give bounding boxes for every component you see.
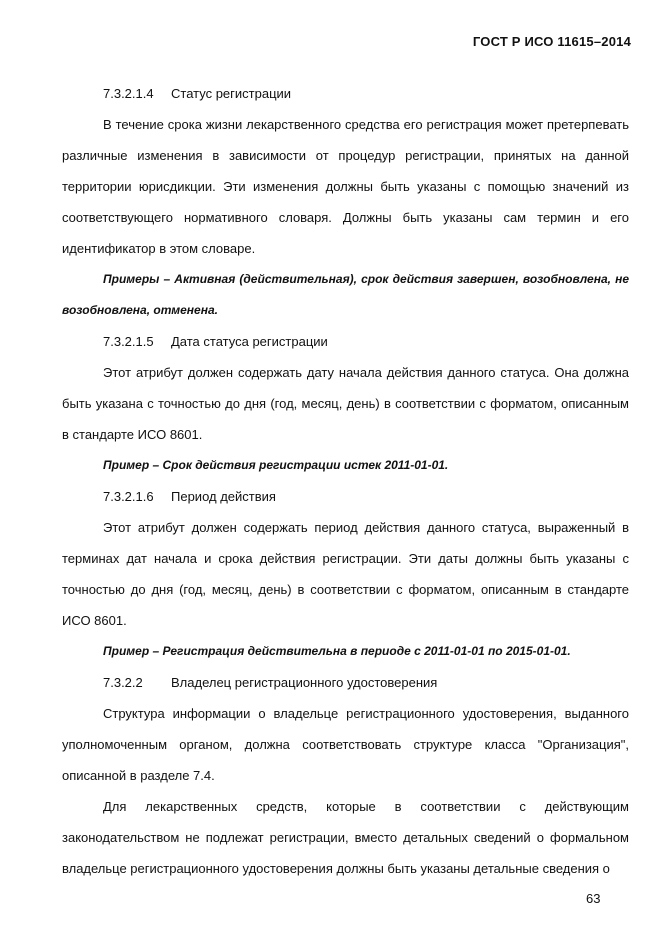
paragraph: Структура информации о владельце регистрационного удостоверения, выданного уполномоченным органом, должна соответствовать структуре класса "Организация", описанной в разделе 7.4. bbox=[62, 706, 629, 783]
section-heading bbox=[62, 326, 629, 357]
example-note: Пример – Срок действия регистрации истек 2011-01-01. bbox=[103, 458, 449, 472]
section-heading bbox=[62, 78, 629, 109]
document-body bbox=[62, 78, 629, 884]
section-number: 7.3.2.1.5 bbox=[103, 334, 154, 349]
section-number: 7.3.2.1.6 bbox=[103, 489, 154, 504]
section-heading bbox=[62, 667, 629, 698]
paragraph: Этот атрибут должен содержать период действия данного статуса, выраженный в терминах дат начала и срока действия регистрации. Эти даты должны быть указаны с точностью до дня (год, месяц, день) в соответствии с форматом, описанным в стандарте ИСО 8601. bbox=[62, 520, 629, 628]
paragraph: В течение срока жизни лекарственного средства его регистрация может претерпевать различные изменения в зависимости от процедур регистрации, принятых на данной территории юрисдикции. Эти изменения должны быть указаны с помощью значений из соответствующего нормативного словаря. Должны быть указаны сам термин и его идентификатор в этом словаре. bbox=[62, 117, 629, 256]
document-id-header: ГОСТ Р ИСО 11615–2014 bbox=[472, 34, 631, 49]
section-heading bbox=[62, 481, 629, 512]
section-number: 7.3.2.1.4 bbox=[103, 86, 154, 101]
section-number: 7.3.2.2 bbox=[103, 675, 143, 690]
section-title: Владелец регистрационного удостоверения bbox=[171, 675, 438, 690]
example-note: Пример – Регистрация действительна в периоде с 2011-01-01 по 2015-01-01. bbox=[103, 644, 571, 658]
section-title: Период действия bbox=[171, 489, 276, 504]
section-title: Статус регистрации bbox=[171, 86, 292, 101]
example-note: Примеры – Активная (действительная), срок действия завершен, возобновлена, не возобновлена, отменена. bbox=[62, 272, 629, 317]
section-title: Дата статуса регистрации bbox=[171, 334, 328, 349]
paragraph: Этот атрибут должен содержать дату начала действия данного статуса. Она должна быть указана с точностью до дня (год, месяц, день) в соответствии с форматом, описанным в стандарте ИСО 8601. bbox=[62, 365, 629, 442]
paragraph: Для лекарственных средств, которые в соответствии с действующим законодательством не подлежат регистрации, вместо детальных сведений о формальном владельце регистрационного удостоверения должны быть указаны детальные сведения о bbox=[62, 799, 629, 876]
page-number: 63 bbox=[586, 891, 601, 906]
